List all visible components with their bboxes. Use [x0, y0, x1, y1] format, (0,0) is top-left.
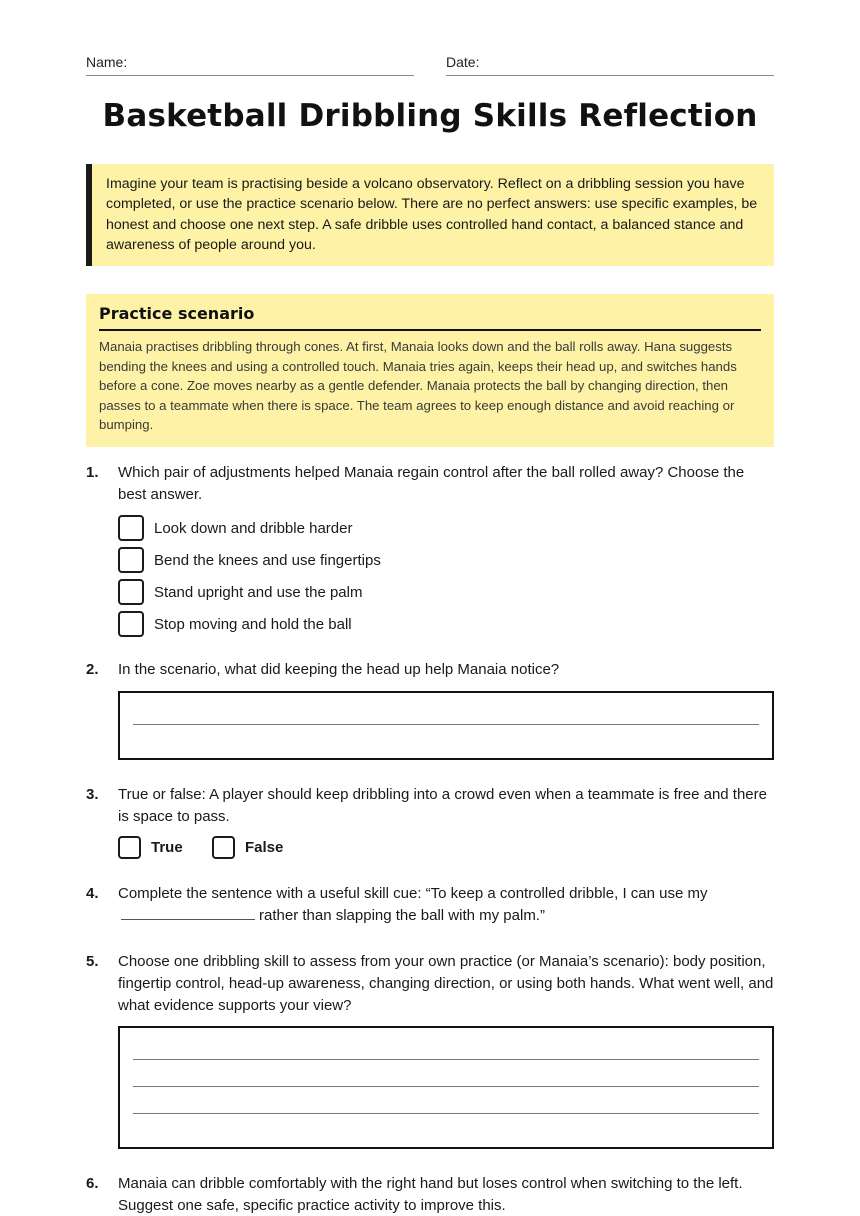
sentence-end: rather than slapping the ball with my palm.” [259, 907, 545, 924]
question-number: 2. [86, 661, 99, 678]
question-2 [86, 659, 774, 681]
header-fields [86, 52, 774, 76]
date-field[interactable] [446, 52, 774, 76]
checkbox[interactable] [212, 836, 235, 859]
name-field[interactable] [86, 52, 414, 76]
option-label: Look down and dribble harder [154, 519, 353, 537]
question-3 [86, 784, 774, 828]
checkbox[interactable] [118, 515, 144, 541]
answer-line [133, 1059, 759, 1060]
question-6 [86, 1173, 774, 1216]
question-text: Manaia can dribble comfortably with the right hand but loses control when switching to the left. Suggest one safe, specific practice activity to improve this. [118, 1175, 743, 1214]
question-1 [86, 462, 774, 506]
q3-true-option[interactable] [118, 835, 183, 859]
q1-option-b[interactable] [118, 547, 381, 573]
question-number: 5. [86, 953, 99, 970]
intro-callout: Imagine your team is practising beside a volcano observatory. Reflect on a dribbling session you have completed, or use the practice scenario below. There are no perfect answers: use specific examples, be honest and choose one next step. A safe dribble uses controlled hand contact, a balanced stance and awareness of people around you. [86, 164, 774, 266]
checkbox[interactable] [118, 836, 141, 859]
checkbox[interactable] [118, 547, 144, 573]
q1-option-a[interactable] [118, 515, 352, 541]
name-label: Name: [86, 54, 128, 70]
option-label: Stand upright and use the palm [154, 583, 363, 601]
question-text: True or false: A player should keep dribbling into a crowd even when a teammate is free and there is space to pass. [118, 786, 767, 825]
date-label: Date: [446, 54, 480, 70]
question-5 [86, 951, 774, 1017]
answer-line [133, 1113, 759, 1114]
sentence-start: Complete the sentence with a useful skill cue: “To keep a controlled dribble, I can use my [118, 885, 708, 902]
scenario-heading: Practice scenario [99, 304, 761, 331]
checkbox[interactable] [118, 611, 144, 637]
scenario-box [86, 294, 774, 447]
q5-answer-box[interactable] [118, 1026, 774, 1149]
page-title: Basketball Dribbling Skills Reflection [102, 98, 758, 134]
question-text [118, 883, 774, 927]
question-4 [86, 883, 774, 927]
question-number: 3. [86, 786, 99, 803]
scenario-body: Manaia practises dribbling through cones. At first, Manaia looks down and the ball rolls away. Hana suggests bending the knees and using a controlled touch. Manaia tries again, keeps their head up, and switches hands before a cone. Zoe moves nearby as a gentle defender. Manaia protects the ball by changing direction, then passes to a teammate when there is space. The team agrees to keep enough distance and avoid reaching or bumping. [99, 339, 737, 433]
question-number: 4. [86, 885, 99, 902]
q1-option-c[interactable] [118, 579, 362, 605]
question-number: 1. [86, 464, 99, 481]
q2-answer-box[interactable] [118, 691, 774, 760]
q3-false-option[interactable] [212, 835, 283, 859]
option-label: Bend the knees and use fingertips [154, 551, 381, 569]
checkbox[interactable] [118, 579, 144, 605]
question-number: 6. [86, 1175, 99, 1192]
option-label: False [245, 838, 284, 856]
answer-line [133, 1086, 759, 1087]
option-label: Stop moving and hold the ball [154, 615, 352, 633]
answer-line [133, 724, 759, 725]
question-text: In the scenario, what did keeping the head up help Manaia notice? [118, 661, 560, 678]
q1-option-d[interactable] [118, 611, 352, 637]
question-text: Which pair of adjustments helped Manaia regain control after the ball rolled away? Choose the best answer. [118, 464, 745, 503]
fill-in-blank[interactable] [121, 905, 255, 920]
option-label: True [151, 838, 183, 856]
question-text: Choose one dribbling skill to assess from your own practice (or Manaia’s scenario): body position, fingertip control, head-up awareness, changing direction, or using both hands. What went well, and what evidence supports your view? [118, 953, 774, 1014]
